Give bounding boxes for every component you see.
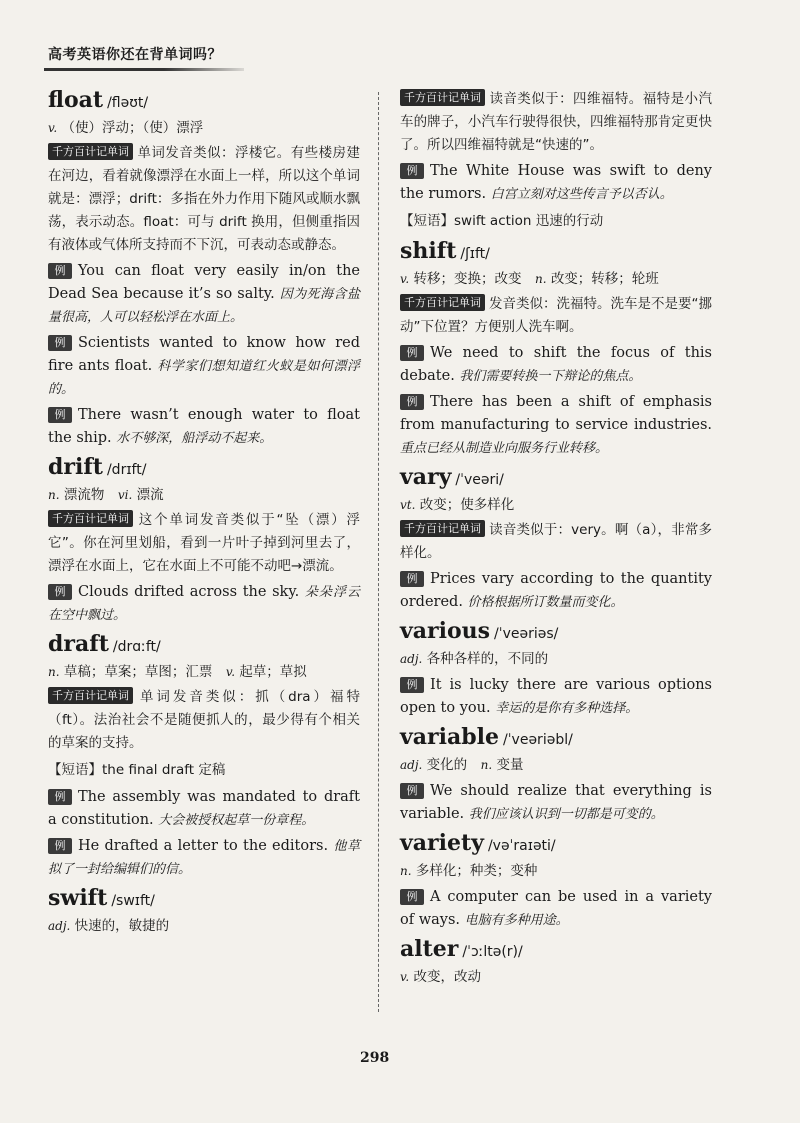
- part-of-speech: n.: [400, 864, 412, 878]
- example-sentence: [400, 780, 712, 826]
- entry-variety: [400, 829, 712, 932]
- example-badge: 例: [48, 407, 72, 423]
- mnemonic-text: 读音类似于：very。啊（a），非常多样化。: [400, 522, 712, 561]
- example-zh: 电脑有多种用途。: [464, 913, 569, 928]
- mnemonic: [400, 88, 712, 157]
- example-badge: 例: [400, 394, 424, 410]
- example-en: We need to shift the focus of this debate.: [400, 345, 712, 384]
- headword-line: [48, 86, 360, 115]
- headword: swift: [48, 885, 108, 911]
- definition-text: 改变，改动: [413, 969, 481, 985]
- example-sentence: [48, 835, 360, 881]
- header-rule: [44, 68, 244, 71]
- example-badge: 例: [48, 335, 72, 351]
- headword: various: [400, 618, 491, 644]
- example-en: You can float very easily in/on the Dead Sea because it’s so salty.: [48, 263, 360, 302]
- example-en: A computer can be used in a variety of ways.: [400, 889, 712, 928]
- pronunciation: /fləʊt/: [107, 95, 149, 111]
- mnemonic-text: 单词发音类似：抓（dra）福特（ft）。法治社会不是随便抓人的，最少得有个相关的草案的支持。: [48, 689, 360, 751]
- example-en: Clouds drifted across the sky.: [78, 584, 300, 600]
- headword-line: [48, 453, 360, 482]
- part-of-speech: v.: [225, 665, 236, 679]
- example-sentence: [400, 568, 712, 614]
- mnemonic-tag: 千方百计记单词: [400, 520, 485, 537]
- definition: [400, 494, 712, 517]
- definition-text: 改变；转移；轮班: [550, 271, 659, 287]
- definition: [48, 915, 360, 938]
- entry-float: [48, 86, 360, 450]
- mnemonic: [48, 142, 360, 257]
- headword-line: [400, 617, 712, 646]
- example-zh: 白宫立刻对这些传言予以否认。: [490, 187, 673, 202]
- headword: vary: [400, 464, 452, 490]
- definition-text: 改变；使多样化: [419, 497, 515, 513]
- definition-text: 起草；草拟: [239, 664, 307, 680]
- entry-alter: [400, 935, 712, 989]
- definition-text: 草稿；草案；草图；汇票: [63, 664, 213, 680]
- entry-swift-cont: [400, 88, 712, 233]
- example-zh: 我们需要转换一下辩论的焦点。: [459, 369, 642, 384]
- pronunciation: /ˈveəriəbl/: [502, 732, 573, 748]
- example-badge: 例: [400, 677, 424, 693]
- mnemonic-text: 读音类似于：四维福特。福特是小汽车的牌子，小汽车行驶得很快，四维福特那肯定更快了。所以四维福特就是“快速的”。: [400, 91, 712, 153]
- example-en: There has been a shift of emphasis from manufacturing to service industries.: [400, 394, 712, 433]
- entry-various: [400, 617, 712, 720]
- pronunciation: /drɪft/: [106, 462, 147, 478]
- headword: draft: [48, 631, 109, 657]
- example-badge: 例: [48, 789, 72, 805]
- example-zh: 大会被授权起草一份章程。: [158, 813, 315, 828]
- definition: [400, 648, 712, 671]
- definition-text: 多样化；种类；变种: [415, 863, 538, 879]
- example-sentence: [400, 391, 712, 460]
- part-of-speech: adj.: [400, 758, 423, 772]
- entry-variable: [400, 723, 712, 826]
- mnemonic-tag: 千方百计记单词: [400, 89, 485, 106]
- example-sentence: [400, 160, 712, 206]
- example-sentence: [48, 260, 360, 329]
- mnemonic: [400, 293, 712, 339]
- example-en: It is lucky there are various options open to you.: [400, 677, 712, 716]
- definition: [400, 754, 712, 777]
- example-zh: 水不够深，船浮动不起来。: [116, 431, 273, 446]
- definition: [48, 484, 360, 507]
- definition-text: （使）浮动；（使）漂浮: [61, 120, 204, 136]
- definition: [400, 268, 712, 291]
- pronunciation: /drɑːft/: [112, 639, 161, 655]
- headword-line: [48, 630, 360, 659]
- example-badge: 例: [400, 163, 424, 179]
- pronunciation: /ˈveəri/: [455, 472, 504, 488]
- headword-line: [400, 463, 712, 492]
- mnemonic-tag: 千方百计记单词: [48, 687, 133, 704]
- part-of-speech: n.: [480, 758, 493, 772]
- pronunciation: /vəˈraɪəti/: [487, 838, 556, 854]
- mnemonic-tag: 千方百计记单词: [48, 143, 133, 160]
- part-of-speech: v.: [400, 970, 410, 984]
- part-of-speech: n.: [48, 665, 60, 679]
- headword: float: [48, 87, 104, 113]
- example-zh: 幸运的是你有多种选择。: [495, 701, 639, 716]
- example-badge: 例: [48, 584, 72, 600]
- example-zh: 因为死海含盐量很高，人可以轻松浮在水面上。: [48, 287, 360, 325]
- example-zh: 朵朵浮云在空中飘过。: [48, 585, 360, 623]
- entry-vary: [400, 463, 712, 614]
- phrase: [400, 210, 712, 233]
- mnemonic: [400, 519, 712, 565]
- example-en: The assembly was mandated to draft a constitution.: [48, 789, 360, 828]
- definition: [400, 966, 712, 989]
- example-zh: 科学家们想知道红火蚁是如何漂浮的。: [48, 359, 360, 397]
- mnemonic-text: 这个单词发音类似于“坠（漂）浮它”。你在河里划船，看到一片叶子掉到河里去了，漂浮在水面上，它在水面上不可能不动吧→漂流。: [48, 512, 360, 574]
- headword-line: [48, 884, 360, 913]
- left-column: [48, 86, 360, 940]
- example-sentence: [48, 581, 360, 627]
- part-of-speech: v.: [400, 272, 410, 286]
- column-divider: [378, 92, 379, 1012]
- phrase-text: swift action 迅速的行动: [454, 213, 604, 229]
- headword: variable: [400, 724, 499, 750]
- part-of-speech: n.: [48, 488, 60, 502]
- example-zh: 他草拟了一封给编辑们的信。: [48, 839, 360, 877]
- example-en: We should realize that everything is variable.: [400, 783, 712, 822]
- example-zh: 价格根据所订数量而变化。: [467, 595, 624, 610]
- definition-text: 变化的: [426, 757, 468, 773]
- definition-text: 漂流物: [63, 487, 105, 503]
- example-sentence: [400, 674, 712, 720]
- example-badge: 例: [48, 838, 72, 854]
- headword: drift: [48, 454, 103, 480]
- entry-drift: [48, 453, 360, 627]
- pronunciation: /ˈɔːltə(r)/: [462, 944, 523, 960]
- right-column: [400, 86, 712, 991]
- example-badge: 例: [400, 345, 424, 361]
- headword-line: [400, 829, 712, 858]
- entry-draft: [48, 630, 360, 881]
- headword: alter: [400, 936, 459, 962]
- entry-shift: [400, 237, 712, 460]
- phrase: [48, 759, 360, 782]
- page-number: 298: [360, 1050, 390, 1066]
- mnemonic-text: 单词发音类似：浮楼它。有些楼房建在河边，看着就像漂浮在水面上一样，所以这个单词就是：漂浮；drift：多指在外力作用下随风或顺水飘荡，表示动态。float：可与 drift 换用，但侧重指因有液体或气体所支持而不下沉，可表动态或静态。: [48, 145, 360, 253]
- definition-text: 变量: [496, 757, 524, 773]
- example-badge: 例: [400, 571, 424, 587]
- part-of-speech: vt.: [400, 498, 416, 512]
- mnemonic-text: 发音类似：洗福特。洗车是不是要“挪动”下位置？方便别人洗车啊。: [400, 296, 712, 335]
- definition-text: 漂流: [136, 487, 164, 503]
- definition-text: 各种各样的，不同的: [426, 651, 549, 667]
- example-zh: 重点已经从制造业向服务行业转移。: [400, 441, 609, 456]
- example-badge: 例: [48, 263, 72, 279]
- definition: [400, 860, 712, 883]
- example-en: He drafted a letter to the editors.: [78, 838, 329, 854]
- part-of-speech: n.: [534, 272, 547, 286]
- mnemonic: [48, 686, 360, 755]
- phrase-label: 【短语】: [48, 762, 102, 778]
- example-badge: 例: [400, 783, 424, 799]
- example-en: Prices vary according to the quantity ordered.: [400, 571, 712, 610]
- running-header: 高考英语你还在背单词吗？: [48, 47, 222, 63]
- definition: [48, 117, 360, 140]
- headword-line: [400, 935, 712, 964]
- example-en: Scientists wanted to know how red fire ants float.: [48, 335, 360, 374]
- example-sentence: [48, 332, 360, 401]
- example-sentence: [48, 786, 360, 832]
- part-of-speech: adj.: [400, 652, 423, 666]
- phrase-label: 【短语】: [400, 213, 454, 229]
- part-of-speech: vi.: [117, 488, 133, 502]
- pronunciation: /swɪft/: [111, 893, 155, 909]
- mnemonic-tag: 千方百计记单词: [400, 294, 485, 311]
- pronunciation: /ˈveəriəs/: [494, 626, 559, 642]
- example-en: There wasn’t enough water to float the ship.: [48, 407, 360, 446]
- headword-line: [400, 723, 712, 752]
- part-of-speech: v.: [48, 121, 58, 135]
- example-en: The White House was swift to deny the rumors.: [400, 163, 712, 202]
- phrase-text: the final draft 定稿: [102, 762, 226, 778]
- example-sentence: [400, 886, 712, 932]
- headword: shift: [400, 238, 457, 264]
- definition-text: 快速的，敏捷的: [74, 918, 170, 934]
- mnemonic: [48, 509, 360, 578]
- headword: variety: [400, 830, 484, 856]
- entry-swift: [48, 884, 360, 938]
- example-zh: 我们应该认识到一切都是可变的。: [468, 807, 664, 822]
- headword-line: [400, 237, 712, 266]
- definition-text: 转移；变换；改变: [413, 271, 522, 287]
- mnemonic-tag: 千方百计记单词: [48, 510, 133, 527]
- part-of-speech: adj.: [48, 919, 71, 933]
- example-badge: 例: [400, 889, 424, 905]
- pronunciation: /ʃɪft/: [460, 246, 490, 262]
- example-sentence: [400, 342, 712, 388]
- definition: [48, 661, 360, 684]
- example-sentence: [48, 404, 360, 450]
